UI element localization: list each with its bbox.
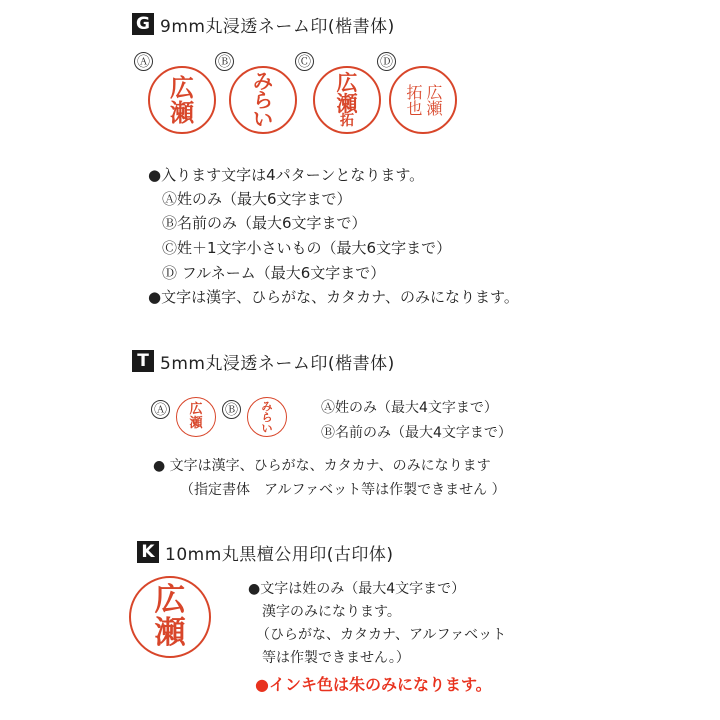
badge-t: T [132, 350, 154, 372]
section-g-heading [132, 12, 395, 36]
stamp-char: み [253, 68, 273, 93]
t-option-a: Ⓐ姓のみ（最大4文字まで） [321, 400, 498, 416]
t-note: （指定書体 アルファベット等は作製できません ） [180, 482, 506, 498]
k-line-1: ●文字は姓のみ（最大4文字まで） [248, 581, 466, 597]
badge-k: K [137, 541, 159, 563]
stamp-char: い [253, 106, 273, 131]
g-bullet-chars: ●文字は漢字、ひらがな、カタカナ、のみになります。 [148, 288, 519, 306]
k-warning-ink: ●インキ色は朱のみになります。 [255, 675, 492, 694]
stamp-g-a [148, 66, 216, 134]
g-option-d: Ⓓ フルネーム（最大6文字まで） [162, 264, 386, 282]
g-option-b: Ⓑ名前のみ（最大6文字まで） [162, 214, 367, 232]
k-line-4: 等は作製できません。） [262, 650, 410, 666]
stamp-char: 広 [336, 69, 358, 95]
k-line-2: 漢字のみになります。 [262, 604, 401, 620]
sample-d-mark: Ⓓ [377, 52, 396, 71]
stamp-g-c [313, 66, 381, 134]
stamp-char: 広 [170, 73, 194, 102]
stamp-t-b [247, 397, 287, 437]
stamp-g-d [389, 66, 457, 134]
stamp-char: 広 [189, 402, 203, 417]
sample-b-mark: Ⓑ [215, 52, 234, 71]
g-option-a: Ⓐ姓のみ（最大6文字まで） [162, 190, 352, 208]
stamp-k [129, 576, 211, 658]
stamp-col: 拓也 [404, 84, 423, 116]
k-line-3: （ひらがな、カタカナ、アルファベット [256, 627, 507, 643]
stamp-col: 広瀬 [424, 84, 443, 116]
stamp-char: 瀬 [336, 90, 358, 116]
stamp-char: 瀬 [170, 98, 194, 127]
section-g-title: 9mm丸浸透ネーム印(楷書体) [160, 16, 395, 37]
sample-a-mark: Ⓐ [134, 52, 153, 71]
stamp-g-b [229, 66, 297, 134]
section-t-heading [132, 349, 395, 373]
stamp-char-small: 拓 [340, 112, 354, 129]
stamp-char: ら [261, 410, 273, 424]
t-bullet-chars: ● 文字は漢字、ひらがな、カタカナ、のみになります [153, 458, 491, 474]
stamp-char: ら [253, 87, 273, 112]
stamp-char: い [261, 421, 273, 435]
t-sample-b-mark: Ⓑ [222, 400, 241, 419]
t-sample-a-mark: Ⓐ [151, 400, 170, 419]
badge-g: G [132, 13, 154, 35]
stamp-char: 広 [154, 582, 186, 618]
g-bullet-patterns: ●入ります文字は4パターンとなります。 [148, 166, 425, 184]
stamp-t-a [176, 397, 216, 437]
section-k-heading [137, 540, 394, 564]
stamp-char: 瀬 [154, 615, 186, 651]
stamp-char: 瀬 [189, 416, 203, 431]
section-t-title: 5mm丸浸透ネーム印(楷書体) [160, 353, 395, 374]
g-option-c: Ⓒ姓＋1文字小さいもの（最大6文字まで） [162, 239, 452, 257]
sample-c-mark: Ⓒ [295, 52, 314, 71]
section-k-title: 10mm丸黒檀公用印(古印体) [165, 544, 394, 565]
t-option-b: Ⓑ名前のみ（最大4文字まで） [321, 425, 512, 441]
stamp-char: み [261, 399, 273, 413]
